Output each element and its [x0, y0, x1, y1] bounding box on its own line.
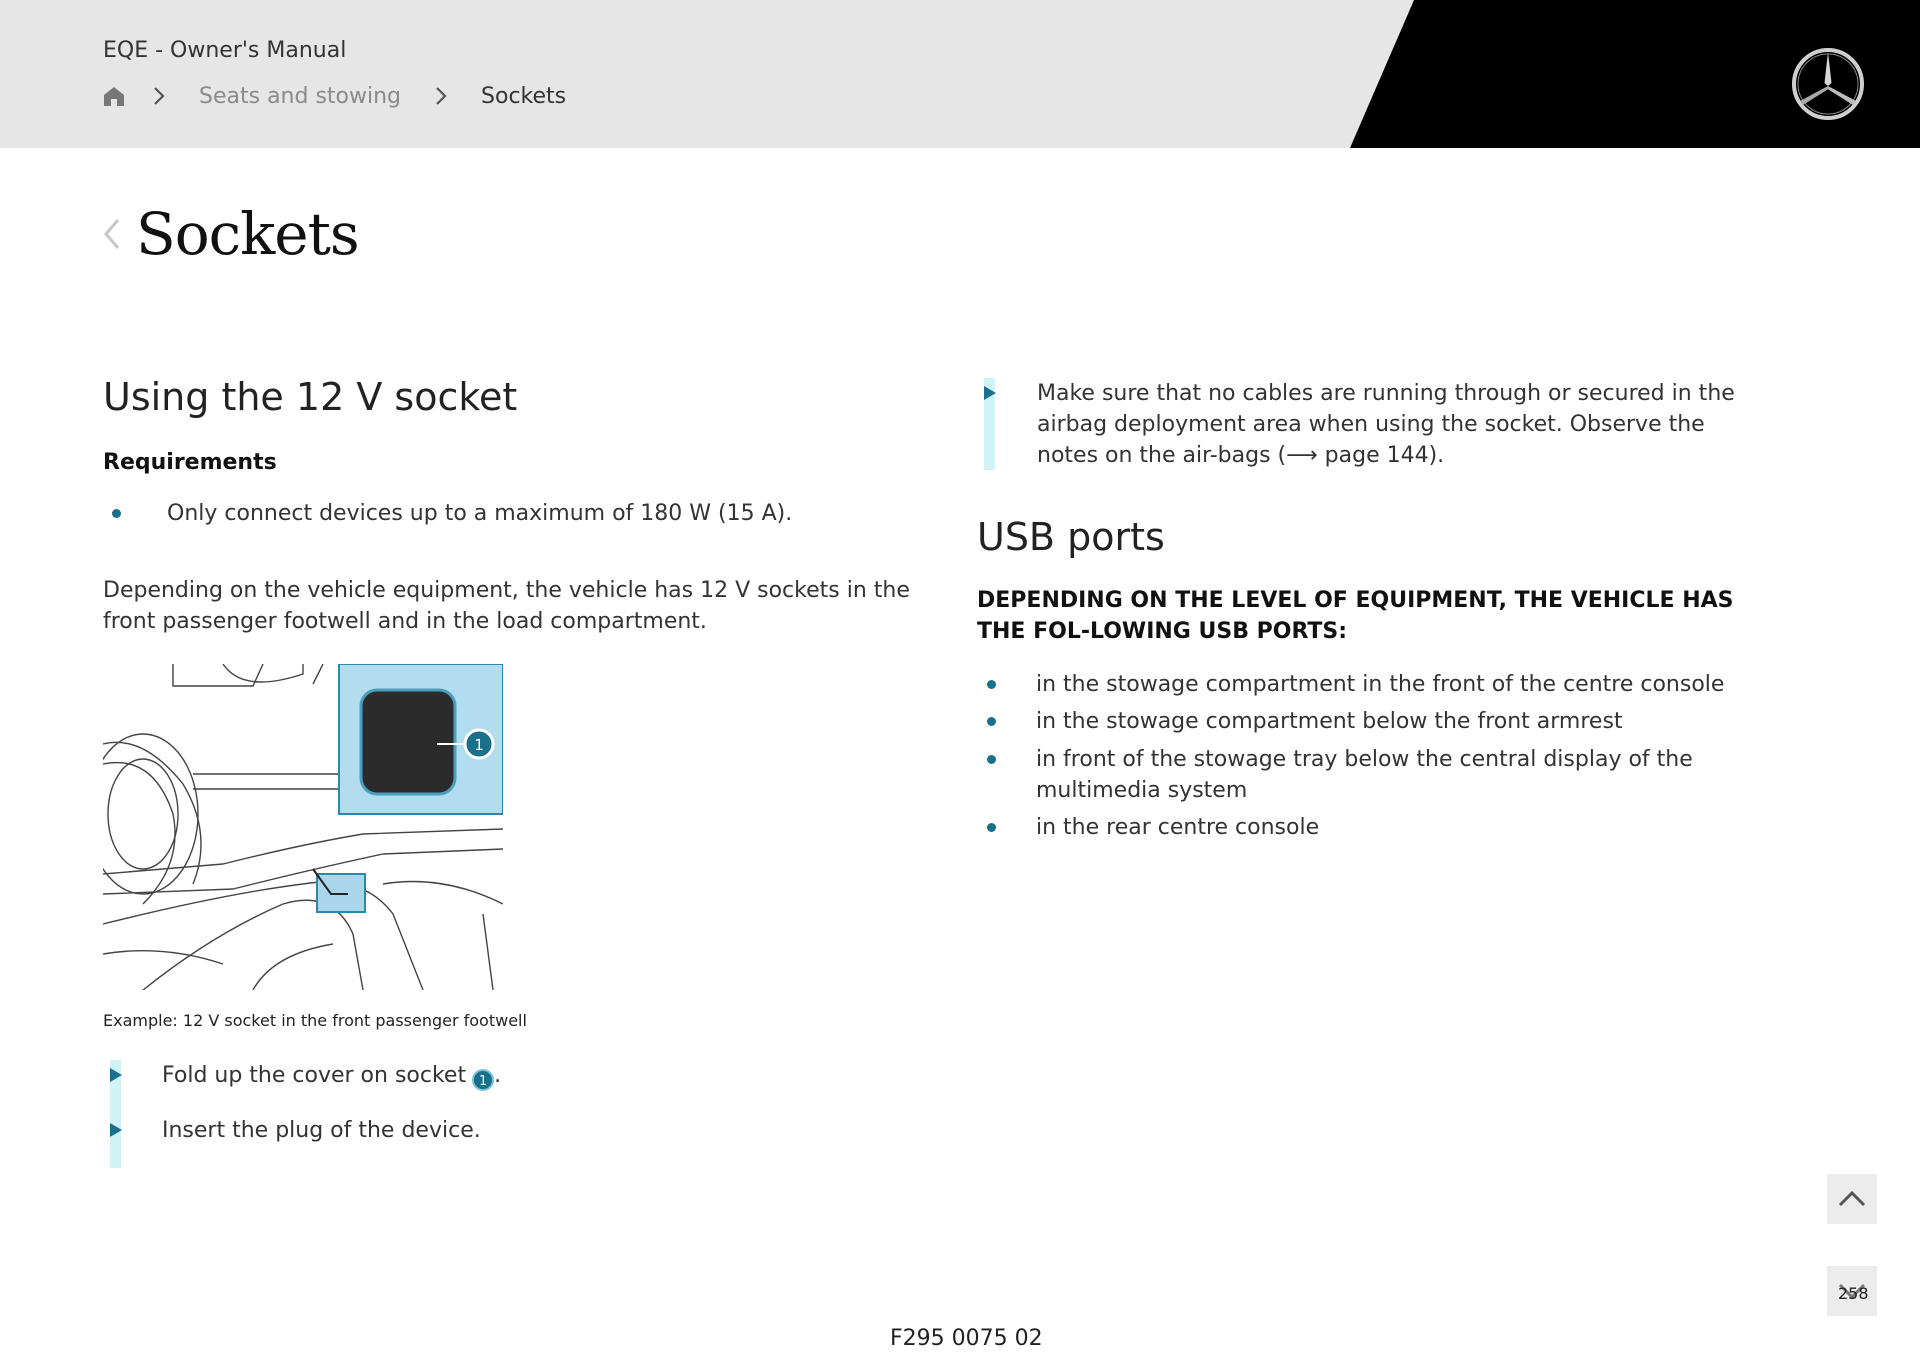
scroll-top-button[interactable]	[1827, 1174, 1877, 1224]
list-item-text: Only connect devices up to a maximum of 180 W (15 A).	[167, 501, 793, 526]
list-item-text: in the rear centre console	[1036, 815, 1320, 840]
section-heading-12v: Using the 12 V socket	[103, 375, 518, 419]
list-item	[987, 706, 1787, 737]
list-item-text: in front of the stowage tray below the central display of the multimedia system	[1036, 747, 1693, 803]
bullet-icon	[987, 823, 996, 832]
chevron-right-icon	[431, 86, 451, 106]
chevron-right-icon	[149, 86, 169, 106]
list-item-text: in the stowage compartment below the front armrest	[1036, 709, 1623, 734]
step-arrow-icon	[110, 1068, 122, 1082]
breadcrumb	[103, 82, 566, 110]
list-item	[987, 812, 1787, 843]
footer-code: F295 0075 02	[890, 1326, 1043, 1351]
figure-caption: Example: 12 V socket in the front passenger footwell	[103, 1011, 527, 1030]
app-title: EQE - Owner's Manual	[103, 38, 347, 63]
step-arrow-icon	[110, 1123, 122, 1137]
chevron-up-icon	[1827, 1174, 1877, 1224]
header-brand-panel	[1350, 0, 1920, 148]
step-warning: Make sure that no cables are running through or secured in the airbag deployment area when using the socket. Observe the notes on the air-bags (⟶ page 144).	[1037, 381, 1735, 468]
step-2: Insert the plug of the device.	[162, 1118, 481, 1143]
requirements-label: Requirements	[103, 450, 277, 475]
figure-callout-label: 1	[474, 736, 484, 754]
breadcrumb-link-seats[interactable]: Seats and stowing	[199, 83, 402, 109]
list-item	[987, 744, 1787, 806]
socket-illustration	[103, 664, 503, 990]
intro-paragraph: Depending on the vehicle equipment, the vehicle has 12 V sockets in the front passenger footwell and in the load compartment.	[103, 578, 910, 634]
list-item	[987, 669, 1787, 700]
section-heading-usb: USB ports	[977, 515, 1165, 559]
home-icon[interactable]	[103, 85, 125, 107]
list-item	[112, 498, 912, 529]
step-1: Fold up the cover on socket 1 .	[162, 1063, 502, 1089]
step-arrow-icon	[984, 386, 996, 400]
bullet-icon	[987, 755, 996, 764]
bullet-icon	[987, 680, 996, 689]
page-title: Sockets	[136, 200, 359, 268]
page-number: 258	[1838, 1284, 1869, 1303]
callout-1-icon: 1	[472, 1069, 494, 1091]
chevron-left-icon[interactable]	[100, 214, 122, 254]
bullet-icon	[112, 509, 121, 518]
step-1-text: Fold up the cover on socket	[162, 1063, 467, 1088]
usb-intro: DEPENDING ON THE LEVEL OF EQUIPMENT, THE VEHICLE HAS THE FOL-LOWING USB PORTS:	[977, 588, 1734, 644]
brand-star-logo	[1790, 46, 1866, 122]
breadcrumb-current: Sockets	[481, 83, 567, 109]
page-title-row	[100, 200, 359, 268]
bullet-icon	[987, 717, 996, 726]
list-item-text: in the stowage compartment in the front of the centre console	[1036, 672, 1725, 697]
